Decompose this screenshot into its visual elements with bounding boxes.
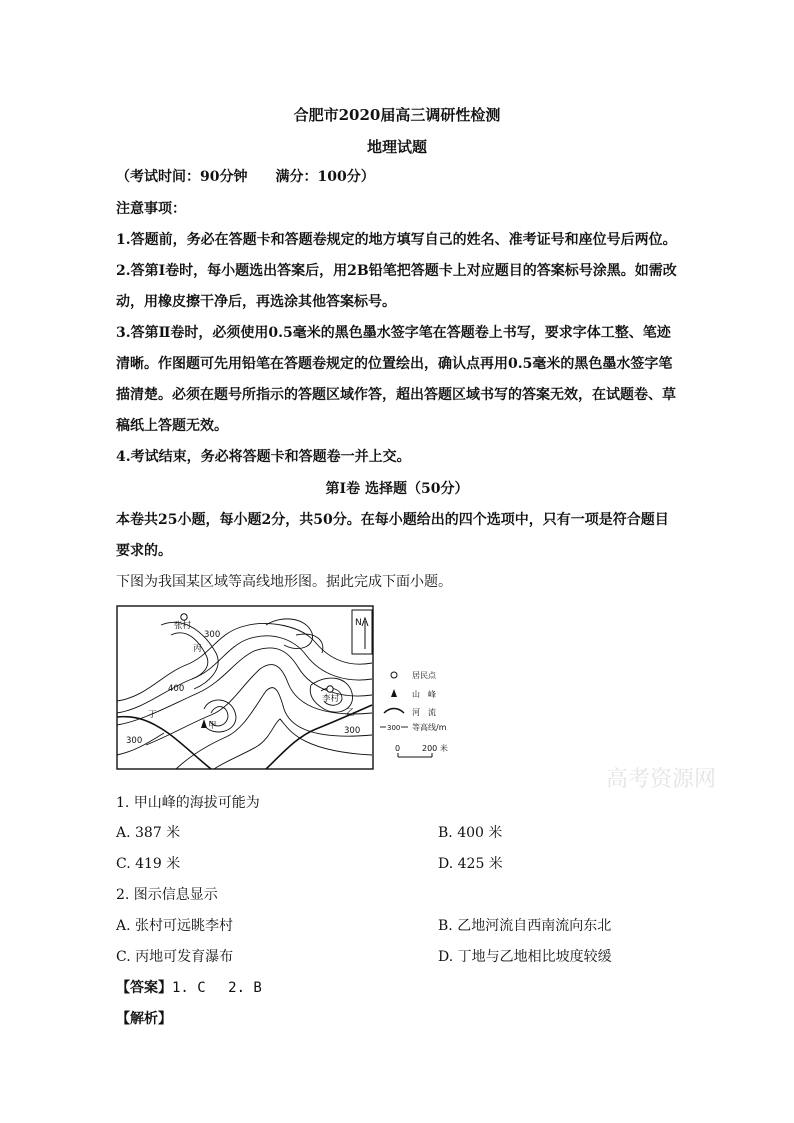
q2-option-c: C. 丙地可发育瀑布 [116, 949, 234, 965]
q2-stem: 2. 图示信息显示 [116, 887, 218, 903]
q2-option-b: B. 乙地河流自西南流向东北 [438, 918, 612, 934]
label-zhangcun: 张村 [174, 621, 192, 631]
legend-contour-value: 300 [387, 724, 401, 732]
label-contour-400: 400 [168, 684, 185, 694]
contour-map-figure [116, 605, 456, 770]
answer-label: 【答案】 [116, 980, 172, 996]
scale-zero-label: 0 [395, 744, 401, 753]
label-bing: 丙 [193, 644, 202, 654]
q1-option-b: B. 400 米 [438, 825, 503, 841]
section-desc-1: 本卷共25小题，每小题2分，共50分。在每小题给出的四个选项中，只有一项是符合题目 [116, 512, 669, 528]
label-contour-300-b: 300 [126, 736, 143, 746]
note-line-4: 3.答第Ⅱ卷时，必须使用0.5毫米的黑色墨水签字笔在答题卷上书写，要求字体工整、笔迹 [116, 325, 671, 341]
analysis-label: 【解析】 [116, 1011, 172, 1027]
note-line-1: 1.答题前，务必在答题卡和答题卷规定的地方填写自己的姓名、准考证号和座位号后两位。 [116, 232, 677, 248]
north-arrow [352, 610, 372, 654]
note-line-2: 2.答第Ⅰ卷时，每小题选出答案后，用2B铅笔把答题卡上对应题目的答案标号涂黑。如需改 [116, 263, 677, 279]
note-line-7: 稿纸上答题无效。 [116, 418, 228, 434]
legend-river-label: 河 流 [412, 708, 436, 717]
scale-value-label: 200 米 [422, 744, 448, 753]
page-title: 合肥市2020届高三调研性检测 [293, 106, 501, 124]
legend-settlement-label: 居民点 [412, 671, 436, 680]
exam-info: （考试时间：90分钟 满分：100分） [116, 169, 375, 185]
note-line-8: 4.考试结束，务必将答题卡和答题卷一并上交。 [116, 449, 411, 465]
q2-option-a: A. 张村可远眺李村 [116, 918, 234, 934]
map-intro: 下图为我国某区域等高线地形图。据此完成下面小题。 [116, 574, 452, 590]
label-contour-300-c: 300 [344, 726, 361, 736]
notes-heading: 注意事项： [116, 201, 186, 217]
section-desc-2: 要求的。 [116, 543, 172, 559]
label-ding: 丁 [148, 710, 157, 720]
legend-river-symbol [384, 709, 404, 714]
note-line-3: 动，用橡皮擦干净后，再选涂其他答案标号。 [116, 294, 396, 310]
q1-stem: 1. 甲山峰的海拔可能为 [116, 795, 260, 811]
subject-title: 地理试题 [366, 138, 427, 156]
label-jia: 甲 [208, 721, 217, 731]
map-labels [126, 620, 360, 746]
legend-contour-label: 等高线/m [412, 723, 447, 732]
map-legend [380, 670, 448, 757]
q1-option-d: D. 425 米 [438, 856, 503, 872]
q2-option-d: D. 丁地与乙地相比坡度较缓 [438, 949, 612, 965]
label-licun: 李村 [322, 694, 340, 704]
north-label: N [355, 618, 362, 628]
answer-line [116, 977, 262, 997]
map-frame [117, 606, 373, 769]
q1-option-a: A. 387 米 [116, 825, 181, 841]
note-line-6: 描清楚。必须在题号所指示的答题区域作答，超出答题区域书写的答案无效，在试题卷、草 [116, 387, 676, 403]
legend-peak-label: 山 峰 [412, 690, 436, 699]
settlement-licun-marker [327, 686, 333, 692]
label-yi: 乙 [346, 708, 355, 718]
watermark: 高考资源网 [606, 767, 717, 792]
legend-settlement-symbol [391, 672, 397, 678]
q1-option-c: C. 419 米 [116, 856, 181, 872]
peak-jia-marker [201, 719, 207, 728]
note-line-5: 清晰。作图题可先用铅笔在答题卷规定的位置绘出，确认点再用0.5毫米的黑色墨水签字笔 [116, 356, 673, 372]
answer-value: 1. C 2. B [172, 980, 262, 996]
legend-peak-symbol [391, 689, 397, 697]
label-contour-300-a: 300 [204, 630, 221, 640]
settlement-zhangcun-marker [181, 614, 187, 620]
section-title: 第Ⅰ卷 选择题（50分） [325, 481, 469, 497]
